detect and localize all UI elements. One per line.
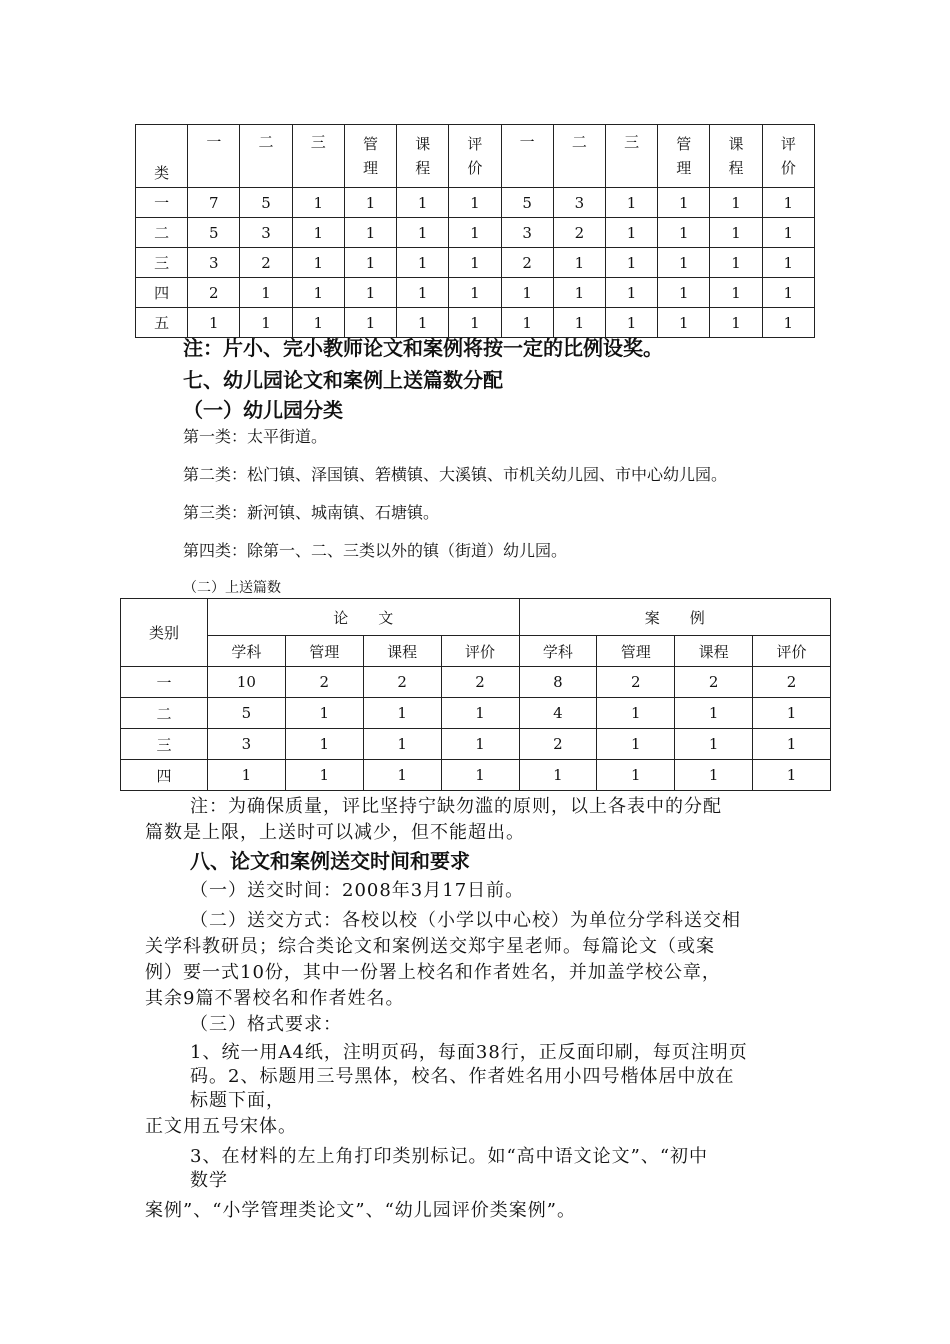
row-category: 一 bbox=[136, 188, 188, 218]
table-cell: 1 bbox=[285, 729, 363, 760]
table-cell: 1 bbox=[344, 188, 396, 218]
submission-time: （一）送交时间：2008年3月17日前。 bbox=[190, 880, 525, 901]
row-category: 三 bbox=[121, 729, 208, 760]
header-col: 学科 bbox=[208, 636, 286, 667]
header-col bbox=[397, 125, 449, 188]
header-col bbox=[344, 125, 396, 188]
table-cell: 1 bbox=[762, 218, 814, 248]
table-cell: 1 bbox=[292, 188, 344, 218]
table-cell: 1 bbox=[762, 188, 814, 218]
table-cell: 1 bbox=[658, 188, 710, 218]
header-col-text: 管理 bbox=[676, 135, 692, 177]
section-7-subtitle-2: （二）上送篇数 bbox=[183, 580, 281, 596]
table-cell: 1 bbox=[658, 278, 710, 308]
table-cell: 1 bbox=[553, 248, 605, 278]
table-cell: 1 bbox=[658, 218, 710, 248]
header-col: 管理 bbox=[285, 636, 363, 667]
row-category: 一 bbox=[121, 667, 208, 698]
table-cell: 1 bbox=[397, 308, 449, 338]
format-req-line2: 码。2、标题用三号黑体，校名、作者姓名用小四号楷体居中放在 bbox=[190, 1066, 735, 1087]
table-cell: 2 bbox=[240, 248, 292, 278]
table-cell: 1 bbox=[292, 308, 344, 338]
table-cell: 1 bbox=[363, 698, 441, 729]
table-cell: 5 bbox=[240, 188, 292, 218]
section-8-title: 八、论文和案例送交时间和要求 bbox=[190, 849, 470, 873]
table-header-row bbox=[121, 599, 831, 636]
format-req-line1: 1、统一用A4纸，注明页码，每面38行，正反面印刷，每页注明页 bbox=[190, 1042, 748, 1063]
table-row bbox=[136, 188, 815, 218]
table-cell: 1 bbox=[397, 218, 449, 248]
note-primary-award: 注：片小、完小教师论文和案例将按一定的比例设奖。 bbox=[183, 336, 663, 360]
header-category: 类别 bbox=[121, 599, 208, 667]
header-col-text: 评价 bbox=[780, 135, 796, 177]
header-col: 一 bbox=[188, 125, 240, 188]
table-cell: 1 bbox=[344, 218, 396, 248]
header-col: 管理 bbox=[597, 636, 675, 667]
table-cell: 1 bbox=[753, 760, 831, 791]
table-cell: 3 bbox=[553, 188, 605, 218]
table-cell: 1 bbox=[519, 760, 597, 791]
header-col-text: 评价 bbox=[467, 135, 483, 177]
table-cell: 1 bbox=[449, 308, 501, 338]
table-cell: 1 bbox=[344, 278, 396, 308]
table-cell: 1 bbox=[449, 188, 501, 218]
submission-method-line3: 例）要一式10份，其中一份署上校名和作者姓名，并加盖学校公章， bbox=[145, 962, 721, 983]
table-cell: 1 bbox=[710, 248, 762, 278]
table-cell: 1 bbox=[710, 308, 762, 338]
table-header-row bbox=[136, 125, 815, 188]
format-requirements-heading: （三）格式要求： bbox=[190, 1014, 342, 1035]
table-cell: 1 bbox=[449, 248, 501, 278]
table-cell: 3 bbox=[188, 248, 240, 278]
table-cell: 10 bbox=[208, 667, 286, 698]
note-upper-limit-line1: 注：为确保质量，评比坚持宁缺勿滥的原则，以上各表中的分配 bbox=[190, 796, 722, 817]
header-col: 一 bbox=[501, 125, 553, 188]
section-7-subtitle-1: （一）幼儿园分类 bbox=[183, 398, 343, 422]
table-cell: 1 bbox=[710, 278, 762, 308]
table-cell: 1 bbox=[188, 308, 240, 338]
row-category: 三 bbox=[136, 248, 188, 278]
table-cell: 1 bbox=[501, 278, 553, 308]
allocation-table-primary bbox=[135, 124, 815, 338]
header-col: 二 bbox=[240, 125, 292, 188]
table-cell: 1 bbox=[292, 278, 344, 308]
note-upper-limit-line2: 篇数是上限，上送时可以减少，但不能超出。 bbox=[145, 822, 525, 843]
header-col-text: 管理 bbox=[362, 135, 378, 177]
header-category: 类 bbox=[136, 125, 188, 188]
table-cell: 1 bbox=[762, 308, 814, 338]
header-col: 三 bbox=[605, 125, 657, 188]
table-cell: 1 bbox=[553, 308, 605, 338]
table-row bbox=[121, 760, 831, 791]
table-cell: 1 bbox=[605, 248, 657, 278]
header-col: 课程 bbox=[363, 636, 441, 667]
row-category: 二 bbox=[121, 698, 208, 729]
format-req-line3: 标题下面， bbox=[190, 1090, 285, 1111]
table-cell: 1 bbox=[441, 698, 519, 729]
table-cell: 5 bbox=[208, 698, 286, 729]
table-cell: 1 bbox=[762, 278, 814, 308]
submission-method-line2: 关学科教研员；综合类论文和案例送交郑宇星老师。每篇论文（或案 bbox=[145, 936, 715, 957]
allocation-table-kindergarten bbox=[120, 598, 831, 791]
header-group-papers: 论 文 bbox=[208, 599, 520, 636]
submission-method-line1: （二）送交方式：各校以校（小学以中心校）为单位分学科送交相 bbox=[190, 910, 741, 931]
table-cell: 1 bbox=[605, 188, 657, 218]
category-mark-line1: 3、在材料的左上角打印类别标记。如“高中语文论文”、“初中 bbox=[190, 1146, 709, 1167]
table-row bbox=[136, 278, 815, 308]
table-cell: 1 bbox=[397, 278, 449, 308]
table-cell: 1 bbox=[449, 278, 501, 308]
table-cell: 1 bbox=[240, 278, 292, 308]
kindergarten-category-2: 第二类：松门镇、泽国镇、箬横镇、大溪镇、市机关幼儿园、市中心幼儿园。 bbox=[183, 465, 728, 484]
table-cell: 1 bbox=[597, 760, 675, 791]
table-cell: 1 bbox=[441, 729, 519, 760]
header-col bbox=[449, 125, 501, 188]
category-mark-line2: 数学 bbox=[190, 1170, 228, 1191]
table-cell: 1 bbox=[762, 248, 814, 278]
table-row bbox=[121, 698, 831, 729]
table-cell: 2 bbox=[441, 667, 519, 698]
table-row bbox=[121, 729, 831, 760]
table-cell: 3 bbox=[240, 218, 292, 248]
table-cell: 1 bbox=[501, 308, 553, 338]
table-cell: 1 bbox=[605, 278, 657, 308]
table-cell: 2 bbox=[597, 667, 675, 698]
submission-method-line4: 其余9篇不署校名和作者姓名。 bbox=[145, 988, 405, 1009]
table-cell: 1 bbox=[710, 218, 762, 248]
table-cell: 2 bbox=[519, 729, 597, 760]
header-group-cases: 案 例 bbox=[519, 599, 831, 636]
header-col: 评价 bbox=[441, 636, 519, 667]
header-col bbox=[762, 125, 814, 188]
row-category: 四 bbox=[136, 278, 188, 308]
header-col-text: 课程 bbox=[728, 135, 744, 177]
table-cell: 1 bbox=[675, 698, 753, 729]
table-cell: 1 bbox=[285, 698, 363, 729]
category-mark-line3: 案例”、“小学管理类论文”、“幼儿园评价类案例”。 bbox=[145, 1200, 577, 1221]
table-cell: 1 bbox=[753, 698, 831, 729]
table-cell: 2 bbox=[188, 278, 240, 308]
table-row bbox=[121, 667, 831, 698]
table-cell: 1 bbox=[753, 729, 831, 760]
header-col: 课程 bbox=[675, 636, 753, 667]
table-row bbox=[136, 218, 815, 248]
table-cell: 2 bbox=[553, 218, 605, 248]
table-row bbox=[136, 248, 815, 278]
table-cell: 5 bbox=[501, 188, 553, 218]
table-cell: 1 bbox=[363, 729, 441, 760]
table-cell: 1 bbox=[605, 218, 657, 248]
table-cell: 1 bbox=[292, 248, 344, 278]
table-cell: 2 bbox=[675, 667, 753, 698]
table-cell: 2 bbox=[363, 667, 441, 698]
table-cell: 1 bbox=[441, 760, 519, 791]
kindergarten-category-1: 第一类：太平街道。 bbox=[183, 427, 328, 446]
row-category: 二 bbox=[136, 218, 188, 248]
table-cell: 1 bbox=[397, 248, 449, 278]
kindergarten-category-3: 第三类：新河镇、城南镇、石塘镇。 bbox=[183, 503, 440, 522]
table-cell: 1 bbox=[710, 188, 762, 218]
header-col bbox=[710, 125, 762, 188]
table-cell: 7 bbox=[188, 188, 240, 218]
table-cell: 1 bbox=[240, 308, 292, 338]
row-category: 四 bbox=[121, 760, 208, 791]
table-cell: 3 bbox=[501, 218, 553, 248]
header-col: 三 bbox=[292, 125, 344, 188]
table-cell: 1 bbox=[658, 308, 710, 338]
kindergarten-category-4: 第四类：除第一、二、三类以外的镇（街道）幼儿园。 bbox=[183, 541, 568, 560]
table-cell: 1 bbox=[363, 760, 441, 791]
table-cell: 1 bbox=[675, 760, 753, 791]
table-cell: 1 bbox=[597, 729, 675, 760]
table-cell: 4 bbox=[519, 698, 597, 729]
format-req-line4: 正文用五号宋体。 bbox=[145, 1116, 297, 1137]
table-cell: 1 bbox=[675, 729, 753, 760]
table-cell: 2 bbox=[285, 667, 363, 698]
table-cell: 1 bbox=[397, 188, 449, 218]
table-cell: 5 bbox=[188, 218, 240, 248]
table-cell: 1 bbox=[553, 278, 605, 308]
section-7-title: 七、幼儿园论文和案例上送篇数分配 bbox=[183, 368, 503, 392]
header-col-text: 课程 bbox=[415, 135, 431, 177]
table-cell: 1 bbox=[208, 760, 286, 791]
table-cell: 8 bbox=[519, 667, 597, 698]
header-col: 评价 bbox=[753, 636, 831, 667]
table-cell: 1 bbox=[658, 248, 710, 278]
table-cell: 2 bbox=[501, 248, 553, 278]
row-category: 五 bbox=[136, 308, 188, 338]
header-col bbox=[658, 125, 710, 188]
table-cell: 1 bbox=[605, 308, 657, 338]
header-col: 二 bbox=[553, 125, 605, 188]
table-subheader-row bbox=[121, 636, 831, 667]
header-col: 学科 bbox=[519, 636, 597, 667]
table-cell: 1 bbox=[449, 218, 501, 248]
table-cell: 1 bbox=[344, 248, 396, 278]
table-cell: 3 bbox=[208, 729, 286, 760]
table-cell: 1 bbox=[597, 698, 675, 729]
table-cell: 1 bbox=[285, 760, 363, 791]
table-cell: 1 bbox=[344, 308, 396, 338]
table-cell: 1 bbox=[292, 218, 344, 248]
table-cell: 2 bbox=[753, 667, 831, 698]
